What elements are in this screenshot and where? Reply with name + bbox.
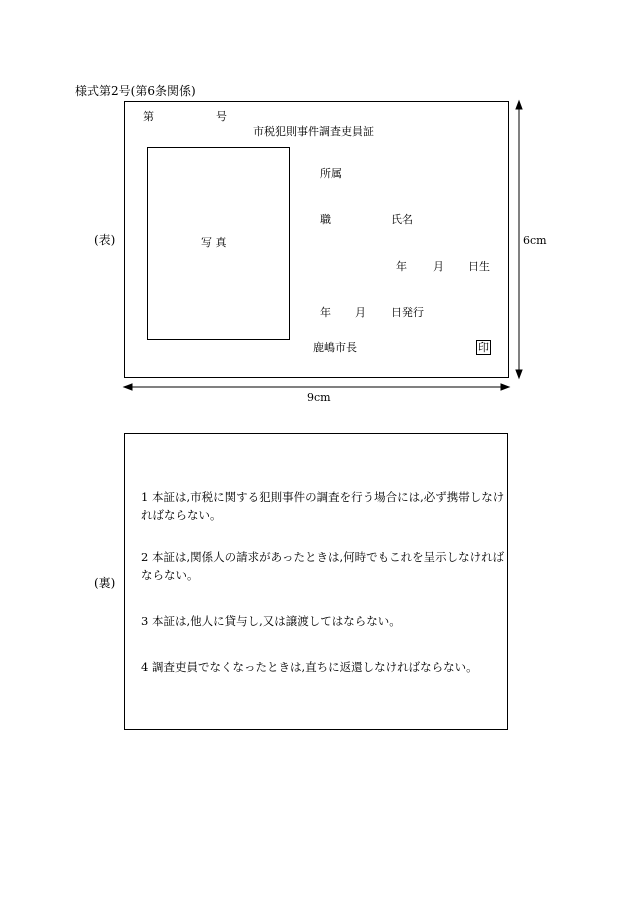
note-2: 2 本証は,関係人の請求があったときは,何時でもこれを呈示しなければならない。 <box>141 550 505 582</box>
note-1: 1 本証は,市税に関する犯則事件の調査を行う場合には,必ず携帯しなければならない。 <box>141 490 505 522</box>
number-prefix: 第 <box>143 110 154 123</box>
issuer-label: 鹿嶋市長 <box>313 341 357 354</box>
position-label: 職 <box>320 213 331 226</box>
name-label: 氏名 <box>391 213 413 226</box>
height-arrow-bottom-head <box>516 370 522 378</box>
front-side-label: (表) <box>94 233 116 247</box>
issue-year-label: 年 <box>320 306 331 319</box>
width-arrow-left-head <box>124 384 132 390</box>
width-arrow-right-head <box>501 384 509 390</box>
seal-stamp: 印 <box>478 341 489 354</box>
number-suffix: 号 <box>216 110 227 123</box>
affiliation-label: 所属 <box>320 167 342 180</box>
issue-month-label: 月 <box>355 306 366 319</box>
birth-day-label: 日生 <box>468 260 490 273</box>
width-dimension-label: 9cm <box>307 391 331 404</box>
issue-day-label: 日発行 <box>391 306 424 319</box>
card-title: 市税犯則事件調査吏員証 <box>253 125 374 138</box>
photo-label: 写 真 <box>201 236 227 249</box>
birth-month-label: 月 <box>433 260 444 273</box>
note-3: 3 本証は,他人に貸与し,又は譲渡してはならない。 <box>141 614 401 628</box>
back-side-label: (裏) <box>94 576 116 590</box>
note-4: 4 調査吏員でなくなったときは,直ちに返還しなければならない。 <box>141 660 478 674</box>
height-arrow-top-head <box>516 101 522 109</box>
birth-year-label: 年 <box>396 260 407 273</box>
dimension-arrows <box>0 0 630 420</box>
height-dimension-label: 6cm <box>523 234 547 247</box>
form-heading: 様式第2号(第6条関係) <box>75 84 196 98</box>
